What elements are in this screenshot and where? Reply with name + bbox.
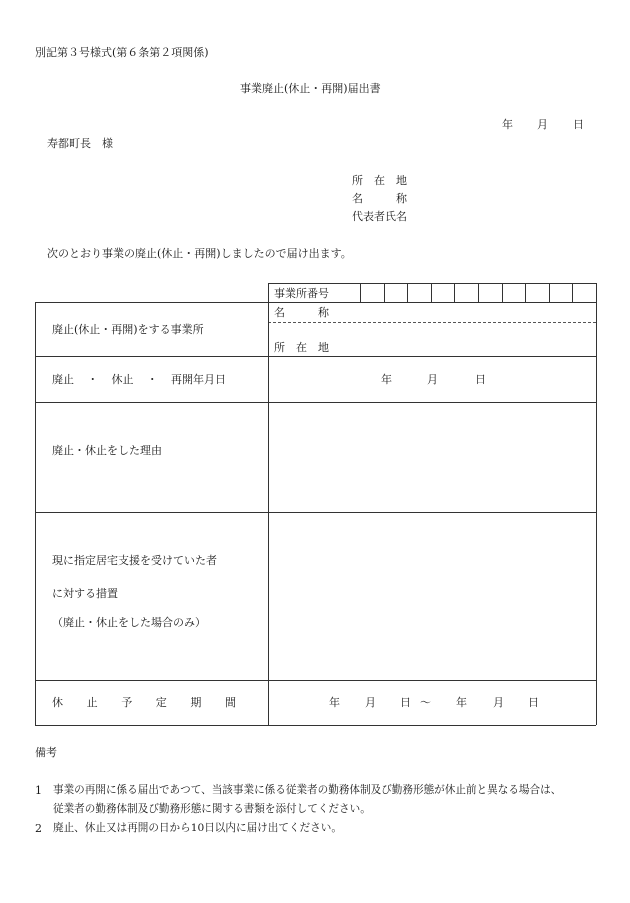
- row5-label-char: 間: [224, 696, 236, 709]
- note-2-line1: 廃止、休止又は再開の日から10日以内に届け出てください。: [53, 822, 342, 834]
- row5-label: [52, 697, 236, 708]
- period-end-day: 日: [528, 696, 539, 709]
- table-column-divider: [268, 283, 269, 725]
- office-number-digit-box: [478, 283, 503, 302]
- row5-label-char: 止: [86, 696, 98, 709]
- office-number-digit-box: [454, 283, 479, 302]
- row2-year-label: 年: [381, 373, 392, 386]
- applicant-representative-label: 代表者氏名: [352, 210, 407, 223]
- row5-label-char: 予: [121, 696, 133, 709]
- office-number-digit-box: [525, 283, 550, 302]
- row2-label-part: ・: [146, 373, 158, 386]
- note-2-number: 2: [35, 822, 42, 835]
- row4-label-line2: に対する措置: [52, 587, 118, 600]
- office-number-digit-box: [360, 283, 385, 302]
- row3-label: 廃止・休止をした理由: [52, 444, 162, 457]
- table-right-border: [596, 283, 597, 725]
- table-row5-top: [35, 680, 596, 681]
- table-row4-top: [35, 512, 596, 513]
- row2-label: [52, 374, 226, 385]
- office-number-digit-box: [407, 283, 432, 302]
- table-row1-top: [35, 302, 596, 303]
- table-row2-top: [35, 356, 596, 357]
- period-end-month: 月: [493, 696, 504, 709]
- period-start-month: 月: [365, 696, 376, 709]
- period-end-year: 年: [456, 696, 467, 709]
- row5-label-char: 休: [52, 696, 63, 709]
- period-start-day: 日: [400, 696, 411, 709]
- row2-label-part: 休止: [111, 373, 134, 386]
- office-number-label: 事業所番号: [274, 287, 329, 300]
- office-number-digit-box: [549, 283, 574, 302]
- row4-label-line1: 現に指定居宅支援を受けていた者: [52, 554, 217, 567]
- row2-label-part: 廃止: [52, 373, 74, 386]
- row1-label: 廃止(休止・再開)をする事業所: [52, 323, 204, 336]
- row4-label-line3: （廃止・休止をした場合のみ）: [52, 616, 206, 629]
- row1-dashed-divider: [268, 322, 596, 323]
- period-start-year: 年: [329, 696, 340, 709]
- row2-month-label: 月: [427, 373, 438, 386]
- office-number-digit-box: [431, 283, 456, 302]
- document-title: 事業廃止(休止・再開)届出書: [240, 82, 381, 95]
- intro-text: 次のとおり事業の廃止(休止・再開)しましたので届け出ます。: [47, 247, 352, 260]
- note-1-line1: 事業の再開に係る届出であつて、当該事業に係る従業者の勤務体制及び勤務形態が休止前と異なる場合は、: [53, 784, 562, 796]
- office-number-digit-box: [384, 283, 409, 302]
- date-year-label: 年: [502, 118, 513, 131]
- note-1-number: 1: [35, 784, 42, 797]
- form-number: 別記第３号様式(第６条第２項関係): [35, 46, 209, 59]
- table-left-border: [35, 302, 36, 725]
- row2-label-part: 再開年月日: [171, 373, 226, 386]
- office-number-digit-box: [572, 283, 597, 302]
- applicant-name-label: 名 称: [352, 192, 407, 205]
- table-bottom-border: [35, 725, 596, 726]
- addressee: 寿都町長 様: [47, 137, 113, 150]
- row2-day-label: 日: [475, 373, 486, 386]
- row1-name-label: 名 称: [274, 306, 329, 319]
- period-tilde: ～: [420, 696, 431, 709]
- date-month-label: 月: [537, 118, 548, 131]
- row5-label-char: 期: [190, 696, 202, 709]
- date-day-label: 日: [573, 118, 584, 131]
- notes-heading: 備考: [35, 746, 57, 759]
- row2-label-part: ・: [87, 373, 99, 386]
- note-1-line2: 従業者の勤務体制及び勤務形態に関する書類を添付してください。: [53, 803, 371, 815]
- row5-label-char: 定: [155, 696, 167, 709]
- applicant-location-label: 所 在 地: [352, 174, 407, 187]
- office-number-digit-box: [502, 283, 527, 302]
- table-row3-top: [35, 402, 596, 403]
- row1-location-label: 所 在 地: [274, 341, 329, 354]
